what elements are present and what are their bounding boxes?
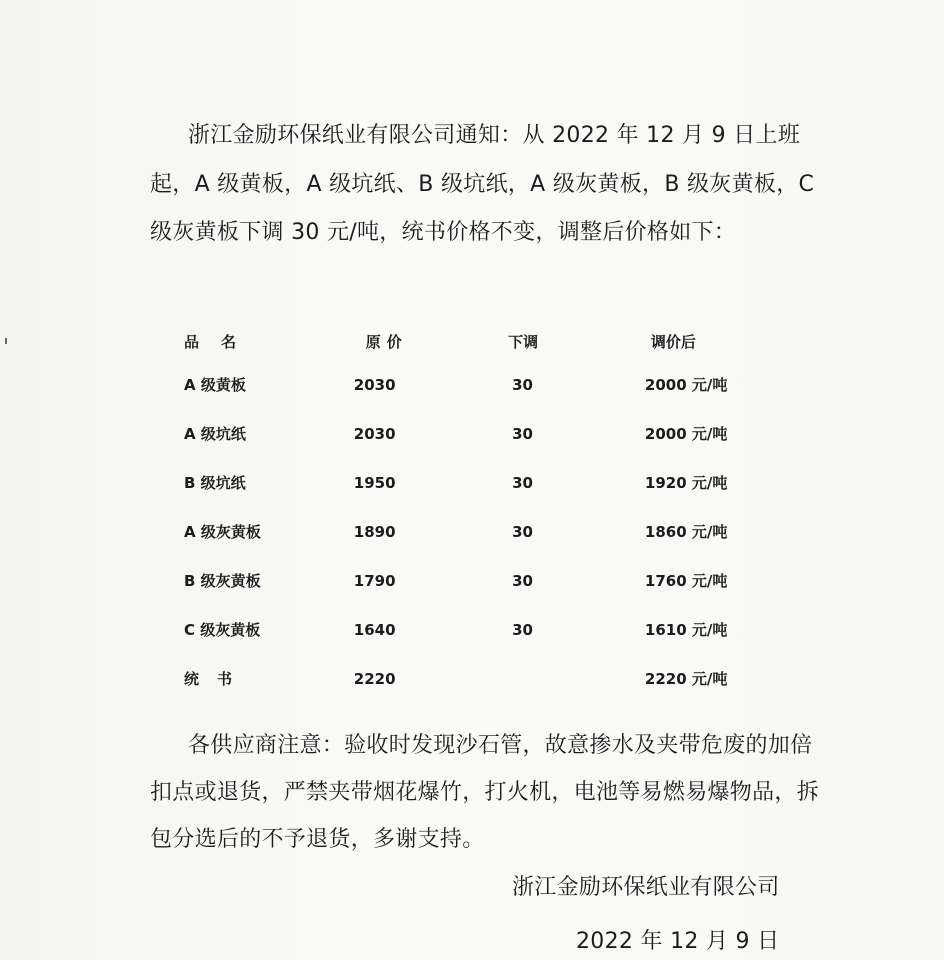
row-decrease: 30 <box>512 375 533 394</box>
notice-intro-paragraph: 浙江金励环保纸业有限公司通知：从 2022 年 12 月 9 日上班起，A 级黄板，A 级坑纸、B 级坑纸，A 级灰黄板，B 级灰黄板，C 级灰黄板下调 30 元/吨，统书价格不变，调整后价格如下： <box>150 123 815 245</box>
table-row <box>178 654 778 703</box>
row-name: C 级灰黄板 <box>184 621 261 639</box>
table-row <box>178 556 778 605</box>
row-original-price: 1790 <box>353 571 396 590</box>
row-original-price: 1890 <box>353 522 396 541</box>
row-adjusted-price: 1860 元/吨 <box>644 523 728 541</box>
scan-mark <box>5 338 7 344</box>
table-row <box>178 360 778 409</box>
table-row <box>178 409 778 458</box>
row-name: A 级黄板 <box>184 376 246 394</box>
row-name: A 级坑纸 <box>184 425 246 443</box>
row-name: B 级灰黄板 <box>184 572 261 590</box>
row-decrease: 30 <box>512 424 533 443</box>
row-original-price: 2030 <box>353 375 396 394</box>
row-decrease: 30 <box>512 620 533 639</box>
header-name: 品名 <box>184 332 259 351</box>
row-name: B 级坑纸 <box>184 474 246 492</box>
header-adjusted-price: 调价后 <box>650 332 696 351</box>
row-name: 统书 <box>184 670 251 688</box>
row-adjusted-price: 2000 元/吨 <box>644 376 728 394</box>
header-original-price: 原价 <box>365 332 408 351</box>
row-decrease <box>498 654 621 703</box>
row-name: A 级灰黄板 <box>184 523 261 541</box>
row-decrease: 30 <box>512 571 533 590</box>
table-header-row <box>178 322 778 360</box>
table-row <box>178 605 778 654</box>
row-decrease: 30 <box>512 522 533 541</box>
table-row <box>178 458 778 507</box>
row-original-price: 2030 <box>353 424 396 443</box>
row-adjusted-price: 2000 元/吨 <box>644 425 728 443</box>
supplier-notice-paragraph: 各供应商注意：验收时发现沙石管，故意掺水及夹带危废的加倍扣点或退货，严禁夹带烟花爆竹，打火机，电池等易燃易爆物品，拆包分选后的不予退货，多谢支持。 <box>150 733 820 852</box>
row-original-price: 1950 <box>353 473 396 492</box>
row-original-price: 1640 <box>353 620 396 639</box>
row-adjusted-price: 1760 元/吨 <box>644 572 728 590</box>
row-adjusted-price: 1610 元/吨 <box>644 621 728 639</box>
row-adjusted-price: 1920 元/吨 <box>644 474 728 492</box>
header-decrease: 下调 <box>508 332 539 351</box>
row-adjusted-price: 2220 元/吨 <box>644 670 728 688</box>
table-row <box>178 507 778 556</box>
price-table <box>178 322 778 703</box>
notice-date: 2022 年 12 月 9 日 <box>576 929 780 954</box>
row-decrease: 30 <box>512 473 533 492</box>
company-signature: 浙江金励环保纸业有限公司 <box>512 875 780 900</box>
row-original-price: 2220 <box>353 669 396 688</box>
